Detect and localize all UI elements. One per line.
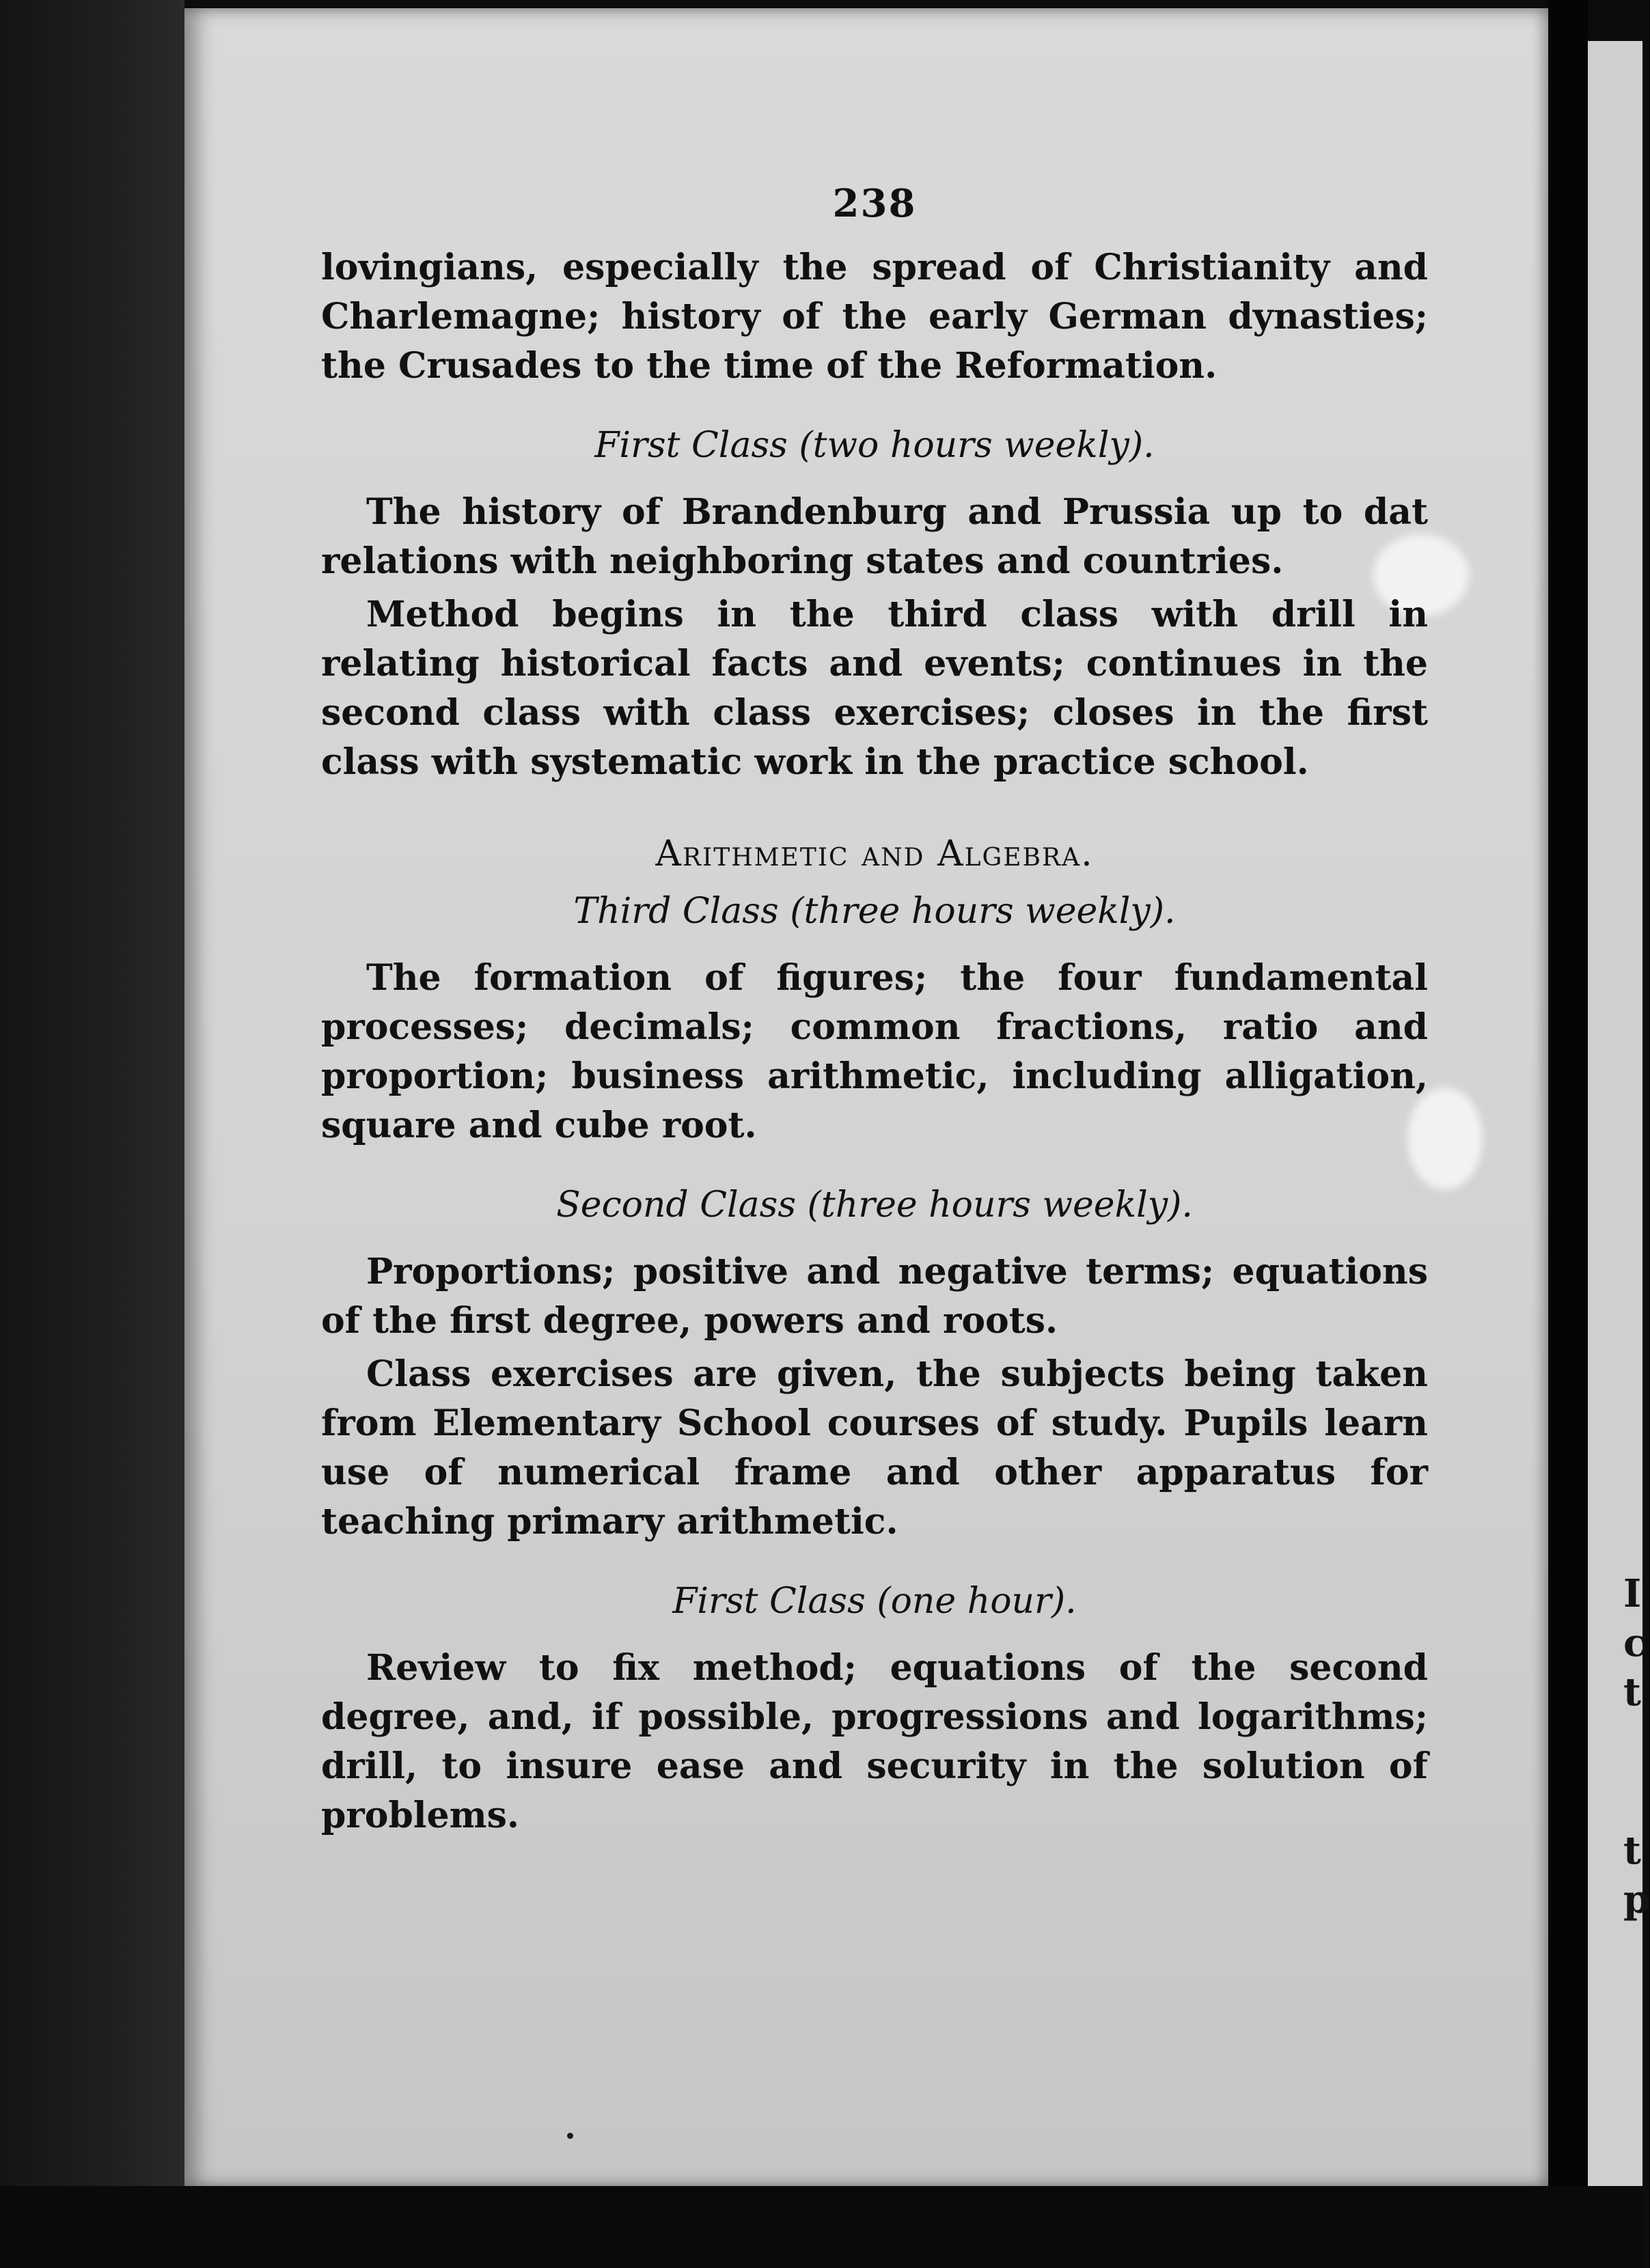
page-number: 238 bbox=[832, 181, 917, 226]
history-first-class-paragraph: The history of Brandenburg and Prussia up to dat relations with neighboring states and countries. bbox=[321, 491, 1428, 582]
section-title: Arithmetic and Algebra. bbox=[655, 833, 1094, 874]
heading-hours: (three hours weekly). bbox=[790, 891, 1176, 932]
book-binding-edge bbox=[0, 0, 184, 2268]
method-paragraph: Method begins in the third class with drill in relating historical facts and events; continues in the second class with class exercises; closes in the first class with systematic work in the practice school. bbox=[321, 594, 1428, 783]
next-page-fragment: t bbox=[1623, 1828, 1641, 1873]
second-class-heading bbox=[321, 1180, 1428, 1230]
book-page bbox=[184, 8, 1548, 2187]
heading-class-name: Second Class bbox=[556, 1185, 797, 1226]
history-first-class-heading bbox=[321, 421, 1428, 470]
opening-paragraph: lovingians, especially the spread of Christianity and Charlemagne; history of the early German dynasties; the Crusades to the time of the Reformation. bbox=[321, 247, 1428, 387]
page-gutter bbox=[1548, 0, 1588, 2268]
next-page-edge bbox=[1588, 41, 1650, 2227]
next-page-fragment: I bbox=[1623, 1571, 1642, 1616]
first-class-heading bbox=[321, 1577, 1428, 1626]
second-class-paragraph: Proportions; positive and negative terms; equations of the first degree, powers and roots. bbox=[321, 1251, 1428, 1342]
third-class-heading bbox=[321, 887, 1428, 936]
heading-hours: (two hours weekly). bbox=[799, 425, 1155, 466]
scan-bottom-border bbox=[0, 2186, 1642, 2268]
heading-class-name: Third Class bbox=[573, 891, 779, 932]
heading-class-name: First Class bbox=[672, 1581, 866, 1622]
paper-speck bbox=[567, 2133, 573, 2139]
next-page-fragment: c bbox=[1623, 1620, 1647, 1665]
next-page-fragment: t bbox=[1623, 1670, 1641, 1715]
first-class-paragraph: Review to fix method; equations of the second degree, and, if possible, progressions and logarithms; drill, to insure ease and security in the solution of problems. bbox=[321, 1647, 1428, 1836]
heading-hours: (one hour). bbox=[877, 1581, 1077, 1622]
second-class-paragraph-2: Class exercises are given, the subjects being taken from Elementary School courses of study. Pupils learn use of numerical frame and other apparatus for teaching primary arithmetic. bbox=[321, 1353, 1428, 1543]
page-text bbox=[321, 179, 1428, 1840]
heading-hours: (three hours weekly). bbox=[807, 1185, 1193, 1226]
third-class-paragraph: The formation of figures; the four fundamental processes; decimals; common fractions, ratio and proportion; business arithmetic, including alligation, square and cube root. bbox=[321, 957, 1428, 1146]
heading-class-name: First Class bbox=[594, 425, 788, 466]
next-page-fragment: p bbox=[1623, 1877, 1650, 1922]
